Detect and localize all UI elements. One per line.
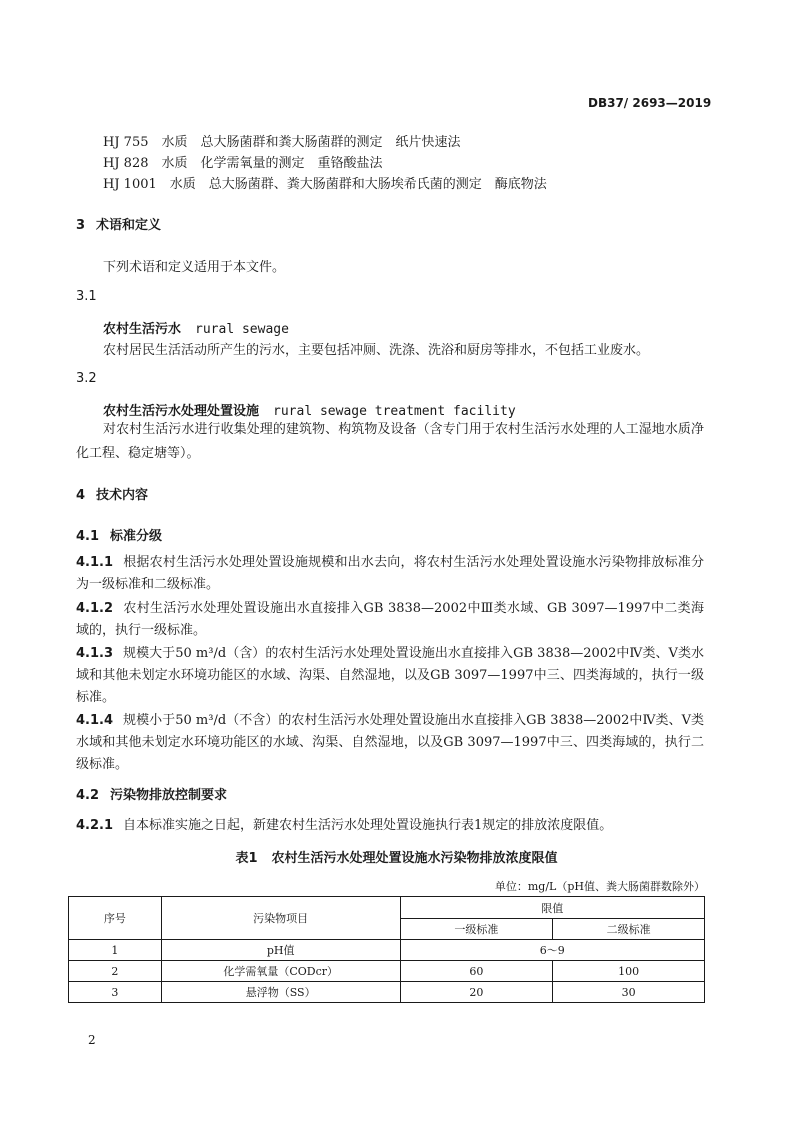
clause-4-2-1: [76, 815, 704, 837]
section-title: 技术内容: [96, 488, 149, 503]
section-4-heading: [76, 484, 148, 503]
page-number: 2: [88, 1033, 96, 1047]
header-limit: 限值: [400, 897, 705, 919]
term-3-2-title: [103, 400, 516, 419]
clause-text: 根据农村生活污水处理处置设施规模和出水去向，将农村生活污水处理处置设施水污染物排放标准分为一级标准和二级标准。: [76, 555, 704, 592]
clause-4-1-4: [76, 710, 704, 776]
pollutant-limits-table: [68, 896, 705, 1003]
reference-hj755: HJ 755 水质 总大肠菌群和粪大肠菌群的测定 纸片快速法: [103, 135, 461, 150]
clause-number: 4.1.4: [76, 713, 114, 728]
clause-4-1-1: [76, 552, 704, 596]
cell-item: pH值: [161, 940, 400, 961]
cell-grade2: 30: [553, 982, 705, 1003]
cell-no: 1: [69, 940, 162, 961]
term-3-1-title: [103, 318, 289, 337]
term-3-1-number: 3.1: [76, 289, 97, 304]
section-title: 污染物排放控制要求: [110, 788, 228, 803]
term-3-2-number: 3.2: [76, 371, 97, 386]
table-caption-title: 农村生活污水处理处置设施水污染物排放浓度限值: [271, 851, 558, 866]
cell-item: 悬浮物（SS）: [161, 982, 400, 1003]
section-4-2-heading: [76, 784, 227, 803]
header-item: 污染物项目: [161, 897, 400, 940]
section-number: 4: [76, 488, 86, 503]
clause-number: 4.1.1: [76, 555, 114, 570]
section-number: 4.2: [76, 788, 100, 803]
clause-number: 4.2.1: [76, 818, 114, 833]
clause-text: 规模小于50 m³/d（不含）的农村生活污水处理处置设施出水直接排入GB 3838—2002中Ⅳ类、Ⅴ类水域和其他未划定水环境功能区的水域、沟渠、自然湿地，以及GB 3097—1997中三、四类海域的，执行二级标准。: [76, 713, 704, 772]
term-cn: 农村生活污水: [103, 322, 182, 337]
clause-text: 农村生活污水处理处置设施出水直接排入GB 3838—2002中Ⅲ类水域、GB 3097—1997中二类海域的，执行一级标准。: [76, 601, 704, 638]
cell-grade1: 20: [400, 982, 553, 1003]
cell-item: 化学需氧量（CODcr）: [161, 961, 400, 982]
table-row: [69, 940, 705, 961]
table-header-row: [69, 897, 705, 919]
clause-number: 4.1.3: [76, 646, 114, 661]
doc-code-header: DB37/ 2693—2019: [588, 96, 712, 110]
section-4-1-heading: [76, 525, 162, 544]
clause-text: 自本标准实施之日起，新建农村生活污水处理处置设施执行表1规定的排放浓度限值。: [123, 818, 613, 833]
term-3-2-definition: 对农村生活污水进行收集处理的建筑物、构筑物及设备（含专门用于农村生活污水处理的人工湿地水质净化工程、稳定塘等）。: [76, 422, 704, 461]
section-number: 3: [76, 218, 86, 233]
clause-4-1-3: [76, 643, 704, 709]
cell-merged-limit: 6～9: [400, 940, 705, 961]
term-3-1-definition: 农村居民生活活动所产生的污水，主要包括冲厕、洗涤、洗浴和厨房等排水，不包括工业废水。: [103, 343, 650, 358]
section-title: 标准分级: [110, 529, 163, 544]
header-grade1: 一级标准: [400, 919, 553, 940]
clause-4-1-2: [76, 598, 704, 642]
section-3-heading: [76, 214, 161, 233]
table-row: [69, 961, 705, 982]
clause-text: 规模大于50 m³/d（含）的农村生活污水处理处置设施出水直接排入GB 3838—2002中Ⅳ类、Ⅴ类水域和其他未划定水环境功能区的水域、沟渠、自然湿地，以及GB 3097—1997中三、四类海域的，执行一级标准。: [76, 646, 704, 705]
section-title: 术语和定义: [96, 218, 162, 233]
table-unit-note: 单位：mg/L（pH值、粪大肠菌群数除外）: [494, 880, 705, 893]
cell-no: 3: [69, 982, 162, 1003]
term-cn: 农村生活污水处理处置设施: [103, 404, 260, 419]
term-en: rural sewage: [195, 322, 289, 337]
header-no: 序号: [69, 897, 162, 940]
cell-grade1: 60: [400, 961, 553, 982]
reference-hj828: HJ 828 水质 化学需氧量的测定 重铬酸盐法: [103, 156, 383, 171]
cell-no: 2: [69, 961, 162, 982]
header-grade2: 二级标准: [553, 919, 705, 940]
table-row: [69, 982, 705, 1003]
term-en: rural sewage treatment facility: [273, 404, 516, 419]
table-caption-number: 表1: [235, 851, 258, 866]
section-3-intro: 下列术语和定义适用于本文件。: [103, 260, 286, 275]
clause-number: 4.1.2: [76, 601, 114, 616]
cell-grade2: 100: [553, 961, 705, 982]
reference-hj1001: HJ 1001 水质 总大肠菌群、粪大肠菌群和大肠埃希氏菌的测定 酶底物法: [103, 177, 547, 192]
section-number: 4.1: [76, 529, 100, 544]
table-1-caption: [0, 847, 793, 866]
